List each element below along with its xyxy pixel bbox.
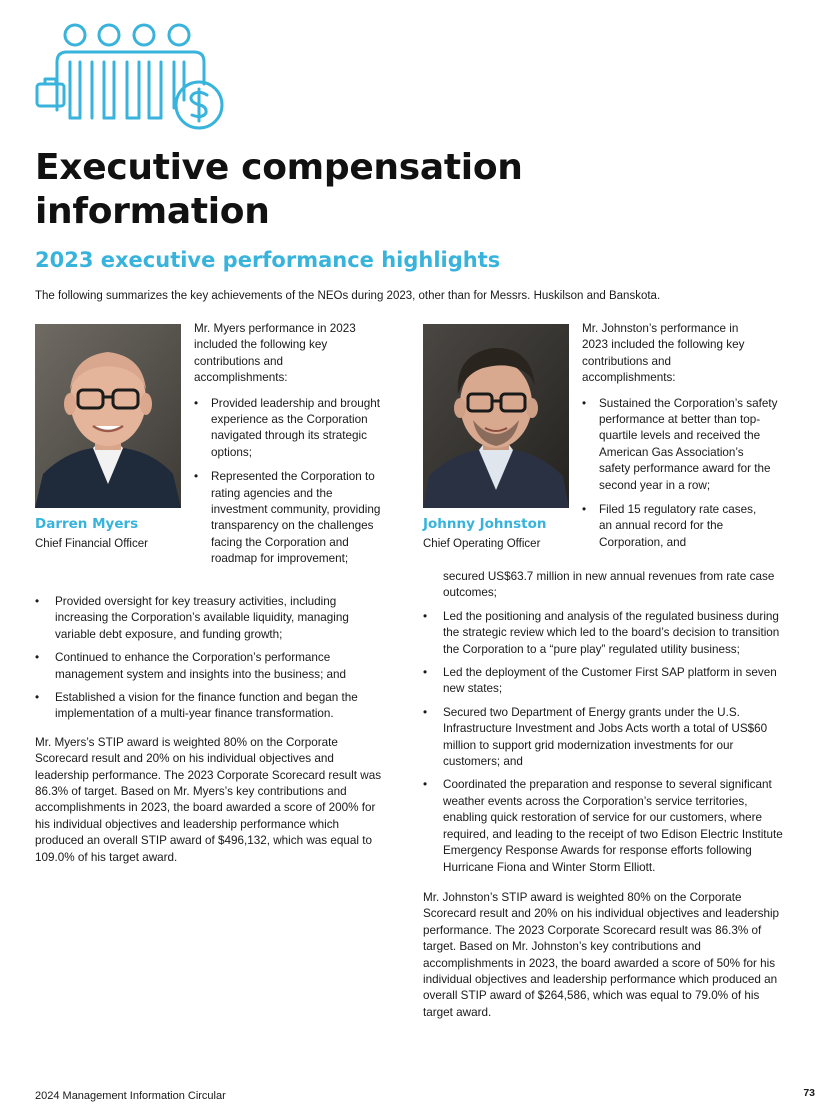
list-item: • Provided leadership and brought experience as the Corporation navigated through its strategic options; — [194, 396, 388, 462]
list-item-continuation: secured US$63.7 million in new annual revenues from rate case outcomes; — [443, 570, 775, 600]
darren-myers-summary: Mr. Myers’s STIP award is weighted 80% on the Corporate Scorecard result and 20% on his individual objectives and leadership performance. The 2023 Corporate Scorecard result was 86.3% of target. Based on Mr. Myers’s key contributions and accomplishments in 2023, the board awarded a score of 200% for his individual objectives and leadership performance which produced an overall STIP award of $496,132, which was equal to 109.0% of his target award. — [35, 735, 382, 864]
johnny-johnston-summary: Mr. Johnston’s STIP award is weighted 80% on the Corporate Scorecard result and 20% on his individual objectives and leadership performance. The 2023 Corporate Scorecard result was 86.3% of target. Based on Mr. Johnston’s key contributions and accomplishments in 2023, the board awarded a score of 50% for his individual objectives and leadership performance which produced an overall STIP award of $264,586, which was equal to 79.0% of his target award. — [423, 890, 780, 1019]
list-item: • Secured two Department of Energy grants under the U.S. Infrastructure Investment and Jobs Acts worth a total of US$60 million to support grid modernization investments for our customers; and — [423, 705, 783, 771]
executive-role: Chief Operating Officer — [423, 538, 541, 550]
people-with-briefcase-and-dollar-icon — [34, 22, 229, 134]
darren-myers-lead: Mr. Myers performance in 2023 included the following key contributions and accomplishments: — [194, 322, 356, 385]
list-item: • Established a vision for the finance function and began the implementation of a multi-year finance transformation. — [35, 690, 385, 723]
johnny-johnston-side-column — [582, 321, 778, 558]
darren-myers-photo — [35, 324, 181, 508]
darren-myers-main-column — [35, 594, 385, 866]
list-item: • Continued to enhance the Corporation’s performance management system and insights into the business; and — [35, 650, 385, 683]
executive-role: Chief Financial Officer — [35, 538, 148, 550]
page-number: 73 — [803, 1087, 815, 1099]
johnny-johnston-main-column — [423, 569, 783, 1021]
list-item: • Coordinated the preparation and response to several significant weather events across the Corporation’s service territories, enabling quick restoration of service for our customers, where required, and leading to the receipt of two Edison Electric Institute Emergency Response Awards for response efforts following Hurricane Fiona and Winter Storm Elliott. — [423, 777, 783, 875]
list-item: • Represented the Corporation to rating agencies and the investment community, providing transparency on the challenges facing the Corporation and roadmap for improvement; — [194, 469, 388, 567]
list-item: • Filed 15 regulatory rate cases, an annual record for the Corporation, and — [582, 502, 764, 551]
list-item: • Led the positioning and analysis of the regulated business during the strategic review which led to the board’s decision to transition the Corporation to a “pure play” regulated utility business; — [423, 609, 783, 658]
list-item: • Provided oversight for key treasury activities, including increasing the Corporation’s available liquidity, managing variable debt exposure, and funding growth; — [35, 594, 385, 643]
intro-text: The following summarizes the key achievements of the NEOs during 2023, other than for Messrs. Huskilson and Banskota. — [35, 290, 661, 302]
section-subtitle: 2023 executive performance highlights — [35, 248, 501, 272]
page-title: Executive compensation information — [35, 147, 523, 232]
darren-myers-side-column — [194, 321, 388, 575]
list-item: • Led the deployment of the Customer First SAP platform in seven new states; — [423, 665, 783, 698]
johnny-johnston-photo — [423, 324, 569, 508]
executive-name: Darren Myers — [35, 516, 139, 532]
list-item: • Sustained the Corporation’s safety performance at better than top-quartile levels and received the American Gas Association’s safety performance award for the second year in a row; — [582, 396, 778, 494]
executive-name: Johnny Johnston — [423, 516, 547, 532]
johnny-johnston-lead: Mr. Johnston’s performance in 2023 included the following key contributions and accomplishments: — [582, 322, 745, 385]
footer-publication: 2024 Management Information Circular — [35, 1090, 226, 1102]
